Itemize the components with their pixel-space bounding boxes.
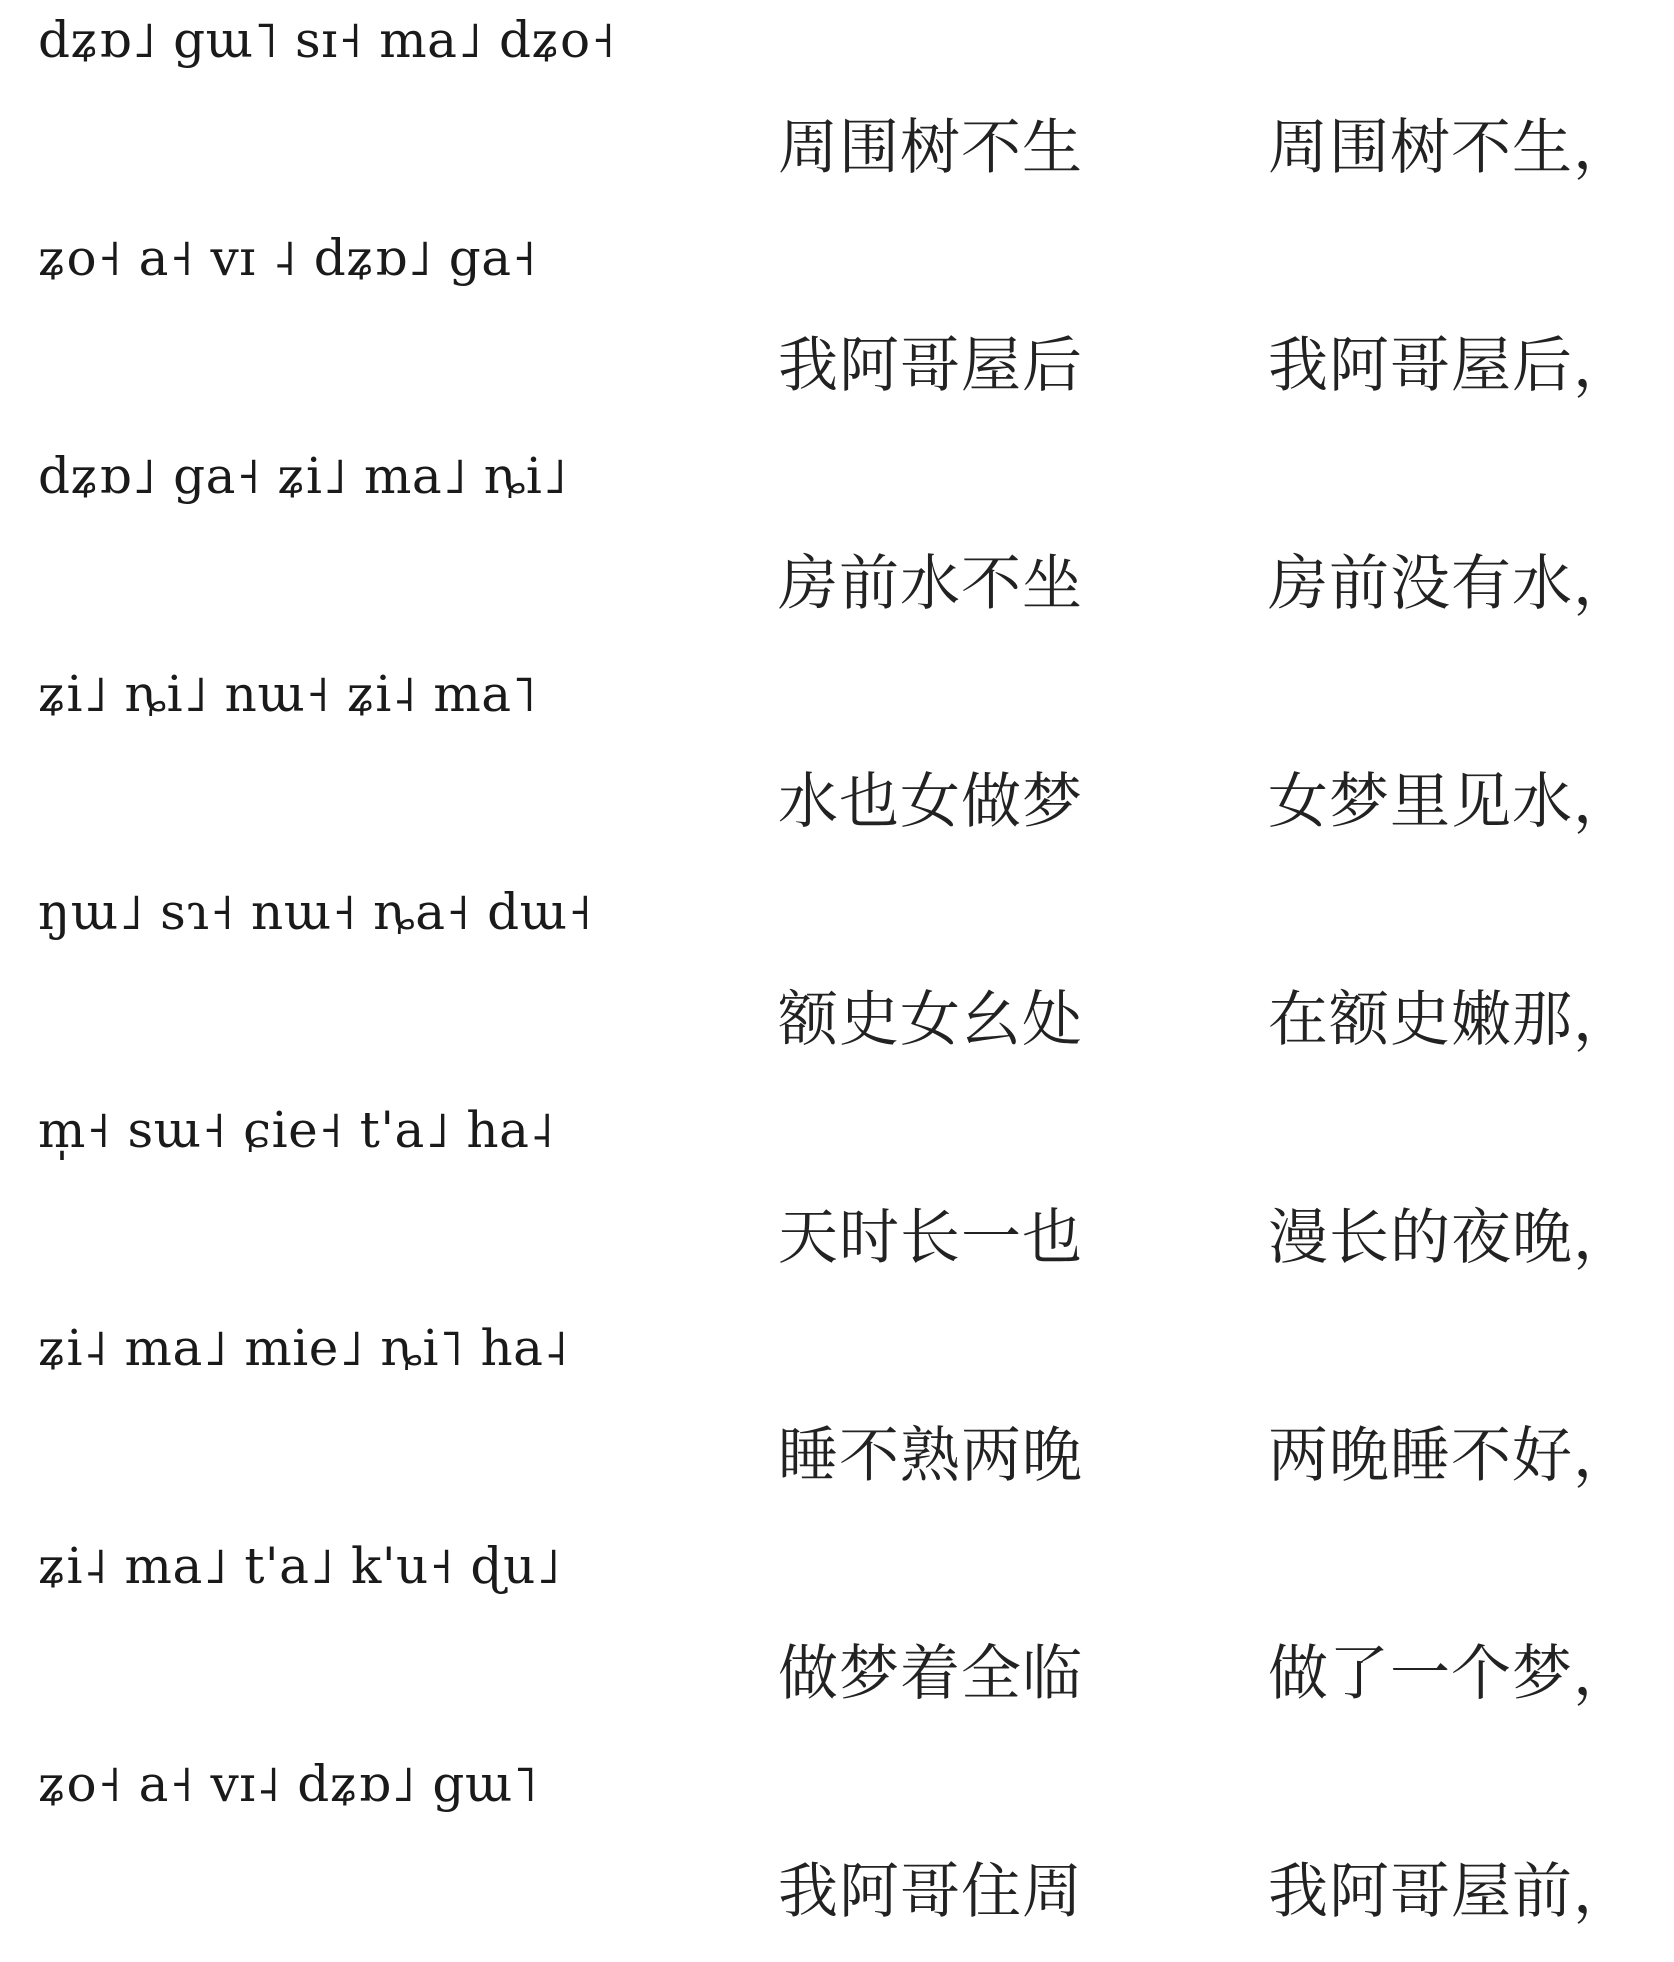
- ipa-transcription: ʑi˩ ȵi˩ nɯ˧ ʑi˨ ma˥: [38, 665, 537, 723]
- word-gloss: 水也女做梦: [778, 767, 1083, 837]
- word-gloss: 我阿哥屋后: [778, 331, 1083, 401]
- verse-line-6: [0, 1090, 1674, 1308]
- verse-line-4: [0, 654, 1674, 872]
- verse-line-1: [0, 0, 1674, 218]
- word-gloss: 房前水不坐: [778, 549, 1083, 619]
- free-translation: 周围树不生，: [1268, 113, 1634, 183]
- verse-line-7: [0, 1308, 1674, 1526]
- verse-line-3: [0, 436, 1674, 654]
- free-translation: 我阿哥屋后，: [1268, 331, 1634, 401]
- word-gloss: 我阿哥住周: [778, 1857, 1083, 1927]
- free-translation: 女梦里见水，: [1268, 767, 1634, 837]
- verse-line-2: [0, 218, 1674, 436]
- ipa-transcription: ʑi˨ ma˩ mie˩ ȵi˥ ha˨: [38, 1319, 569, 1377]
- free-translation: 做了一个梦，: [1268, 1639, 1634, 1709]
- free-translation: 漫长的夜晚，: [1268, 1203, 1634, 1273]
- ipa-transcription: m̩˧ sɯ˧ ɕie˧ t'a˩ ha˨: [38, 1101, 555, 1159]
- free-translation: 在额史嫩那，: [1268, 985, 1634, 1055]
- word-gloss: 睡不熟两晚: [778, 1421, 1083, 1491]
- word-gloss: 做梦着全临: [778, 1639, 1083, 1709]
- ipa-transcription: dʑɒ˩ gɯ˥ sɪ˧ ma˩ dʑo˧: [38, 11, 616, 69]
- word-gloss: 周围树不生: [778, 113, 1083, 183]
- free-translation: 房前没有水，: [1268, 549, 1634, 619]
- verse-line-5: [0, 872, 1674, 1090]
- verse-line-8: [0, 1526, 1674, 1744]
- ipa-transcription: ʑo˧ a˧ vɪ ˨ dʑɒ˩ ga˧: [38, 229, 537, 287]
- ipa-transcription: ʑo˧ a˧ vɪ˨ dʑɒ˩ gɯ˥: [38, 1755, 538, 1813]
- ipa-transcription: ŋɯ˩ sɿ˧ nɯ˧ ȵa˧ dɯ˧: [38, 883, 593, 941]
- word-gloss: 天时长一也: [778, 1203, 1083, 1273]
- free-translation: 我阿哥屋前，: [1268, 1857, 1634, 1927]
- ipa-transcription: dʑɒ˩ ga˧ ʑi˩ ma˩ ȵi˩: [38, 447, 568, 505]
- verse-line-9: [0, 1744, 1674, 1962]
- free-translation: 两晚睡不好，: [1268, 1421, 1634, 1491]
- word-gloss: 额史女幺处: [778, 985, 1083, 1055]
- ipa-transcription: ʑi˨ ma˩ t'a˩ k'u˧ ɖu˩: [38, 1537, 562, 1595]
